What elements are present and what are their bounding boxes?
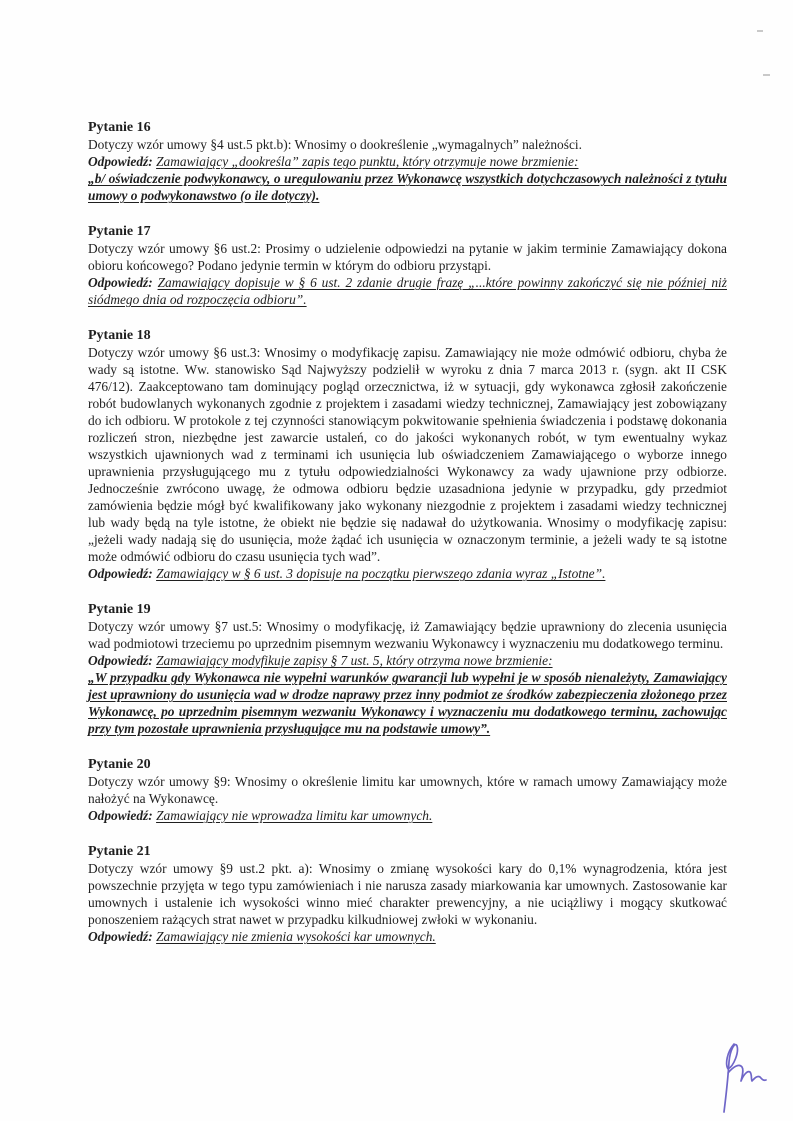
question-text: Dotyczy wzór umowy §9: Wnosimy o określenie limitu kar umownych, które w ramach umowy Zamawiający może nałożyć na Wykonawcę. — [88, 774, 727, 806]
question-section-21 — [88, 843, 727, 945]
answer-quote: „W przypadku gdy Wykonawca nie wypełni warunków gwarancji lub wypełni je w sposób nienależyty, Zamawiający jest uprawniony do usunięcia wad w drodze naprawy przez inny podmiot ze środków zabezpieczenia złożonego przez Wykonawcę, po uprzednim pisemnym wezwaniu Wykonawcy i wyznaczeniu mu dodatkowego terminu, zachowując przy tym pozostałe uprawnienia przysługujące mu na podstawie umowy”. — [88, 670, 727, 736]
question-text: Dotyczy wzór umowy §4 ust.5 pkt.b): Wnosimy o dookreślenie „wymagalnych” należności. — [88, 137, 582, 152]
question-section-20 — [88, 756, 727, 824]
question-text: Dotyczy wzór umowy §9 ust.2 pkt. a): Wnosimy o zmianę wysokości kary do 0,1% wynagrodzenia, która jest powszechnie przyjęta w tego typu zamówieniach i nie narusza zasady miarkowania kar umownych. Zastosowanie kar umownych i ustalenie ich wysokości winno mieć charakter prewencyjny, a nie uciążliwy i mogący skutkować ponoszeniem rażących strat nawet w przypadku kilkudniowej zwłoki w wykonaniu. — [88, 861, 727, 927]
question-heading: Pytanie 17 — [88, 224, 151, 239]
question-heading: Pytanie 16 — [88, 120, 151, 135]
answer-label: Odpowiedź: — [88, 653, 153, 668]
answer-label: Odpowiedź: — [88, 154, 153, 169]
question-heading: Pytanie 21 — [88, 844, 151, 859]
question-text: Dotyczy wzór umowy §6 ust.2: Prosimy o udzielenie odpowiedzi na pytanie w jakim terminie Zamawiający dokona obioru końcowego? Podano jedynie termin w którym do odbioru przystąpi. — [88, 241, 727, 273]
answer-label: Odpowiedź: — [88, 566, 153, 581]
answer-text: Zamawiający nie zmienia wysokości kar umownych. — [156, 929, 436, 944]
answer-line — [88, 807, 727, 824]
answer-line — [88, 652, 727, 669]
question-section-17 — [88, 223, 727, 308]
answer-label: Odpowiedź: — [88, 929, 153, 944]
answer-label: Odpowiedź: — [88, 808, 153, 823]
question-heading: Pytanie 20 — [88, 757, 151, 772]
answer-text: Zamawiający w § 6 ust. 3 dopisuje na początku pierwszego zdania wyraz „Istotne”. — [156, 566, 606, 581]
scan-artifact — [763, 74, 770, 76]
handwritten-signature — [710, 1038, 772, 1118]
answer-line — [88, 274, 727, 308]
answer-line — [88, 928, 727, 945]
answer-text: Zamawiający „dookreśla” zapis tego punktu, który otrzymuje nowe brzmienie: — [156, 154, 579, 169]
question-text: Dotyczy wzór umowy §6 ust.3: Wnosimy o modyfikację zapisu. Zamawiający nie może odmówić odbioru, chyba że wady są istotne. Ww. stanowisko Sąd Najwyższy podzielił w wyroku z dnia 7 marca 2013 r. (sygn. akt II CSK 476/12). Zaakceptowano tam dominujący pogląd orzecznictwa, iż w sytuacji, gdy wykonawca zgłosił zakończenie robót budowlanych wykonanych zgodnie z projektem i zasadami wiedzy technicznej, Zamawiający jest zobowiązany do ich odbioru. W protokole z tej czynności stanowiącym pokwitowanie spełnienia świadczenia i podstawę dokonania rozliczeń stron, niezbędne jest zawarcie ustaleń, co do jakości wykonanych robót, w tym ewentualny wykaz wszystkich ujawnionych wad z terminami ich usunięcia lub oświadczeniem Zamawiającego o wyborze innego uprawnienia przysługującego mu z tytułu odpowiedzialności Wykonawcy za wady ujawnione przy odbiorze. Jednocześnie zwrócono uwagę, że odmowa odbioru będzie uzasadniona jedynie w przypadku, gdy przedmiot zamówienia będzie mógł być kwalifikowany jako wykonany niezgodnie z projektem i zasadami wiedzy technicznej lub wady będą na tyle istotne, że obiekt nie będzie się nadawał do użytkowania. Wnosimy o modyfikację zapisu: „jeżeli wady nadają się do usunięcia, może żądać ich usunięcia w oznaczonym terminie, a jeżeli wady te są istotne może odmówić odbioru do czasu usunięcia tych wad”. — [88, 345, 727, 564]
answer-label: Odpowiedź: — [88, 275, 153, 290]
answer-line — [88, 565, 727, 582]
question-heading: Pytanie 18 — [88, 328, 151, 343]
answer-text: Zamawiający nie wprowadza limitu kar umownych. — [156, 808, 433, 823]
question-text: Dotyczy wzór umowy §7 ust.5: Wnosimy o modyfikację, iż Zamawiający będzie uprawniony do zlecenia usunięcia wad podmiotowi trzeciemu po uprzednim pisemnym wezwaniu Wykonawcy i wyznaczeniu mu dodatkowego terminu. — [88, 619, 727, 651]
question-section-18 — [88, 327, 727, 582]
answer-text: Zamawiający modyfikuje zapisy § 7 ust. 5, który otrzyma nowe brzmienie: — [156, 653, 553, 668]
document-body — [88, 119, 727, 964]
question-section-16 — [88, 119, 727, 204]
scan-artifact — [757, 30, 763, 32]
answer-line — [88, 153, 727, 170]
question-section-19 — [88, 601, 727, 737]
answer-quote: „b/ oświadczenie podwykonawcy, o uregulowaniu przez Wykonawcę wszystkich dotychczasowych należności z tytułu umowy o podwykonawstwo (o ile dotyczy). — [88, 171, 727, 203]
question-heading: Pytanie 19 — [88, 602, 151, 617]
answer-text: Zamawiający dopisuje w § 6 ust. 2 zdanie drugie frazę „...które powinny zakończyć się nie później niż siódmego dnia od rozpoczęcia odbioru”. — [88, 275, 727, 307]
